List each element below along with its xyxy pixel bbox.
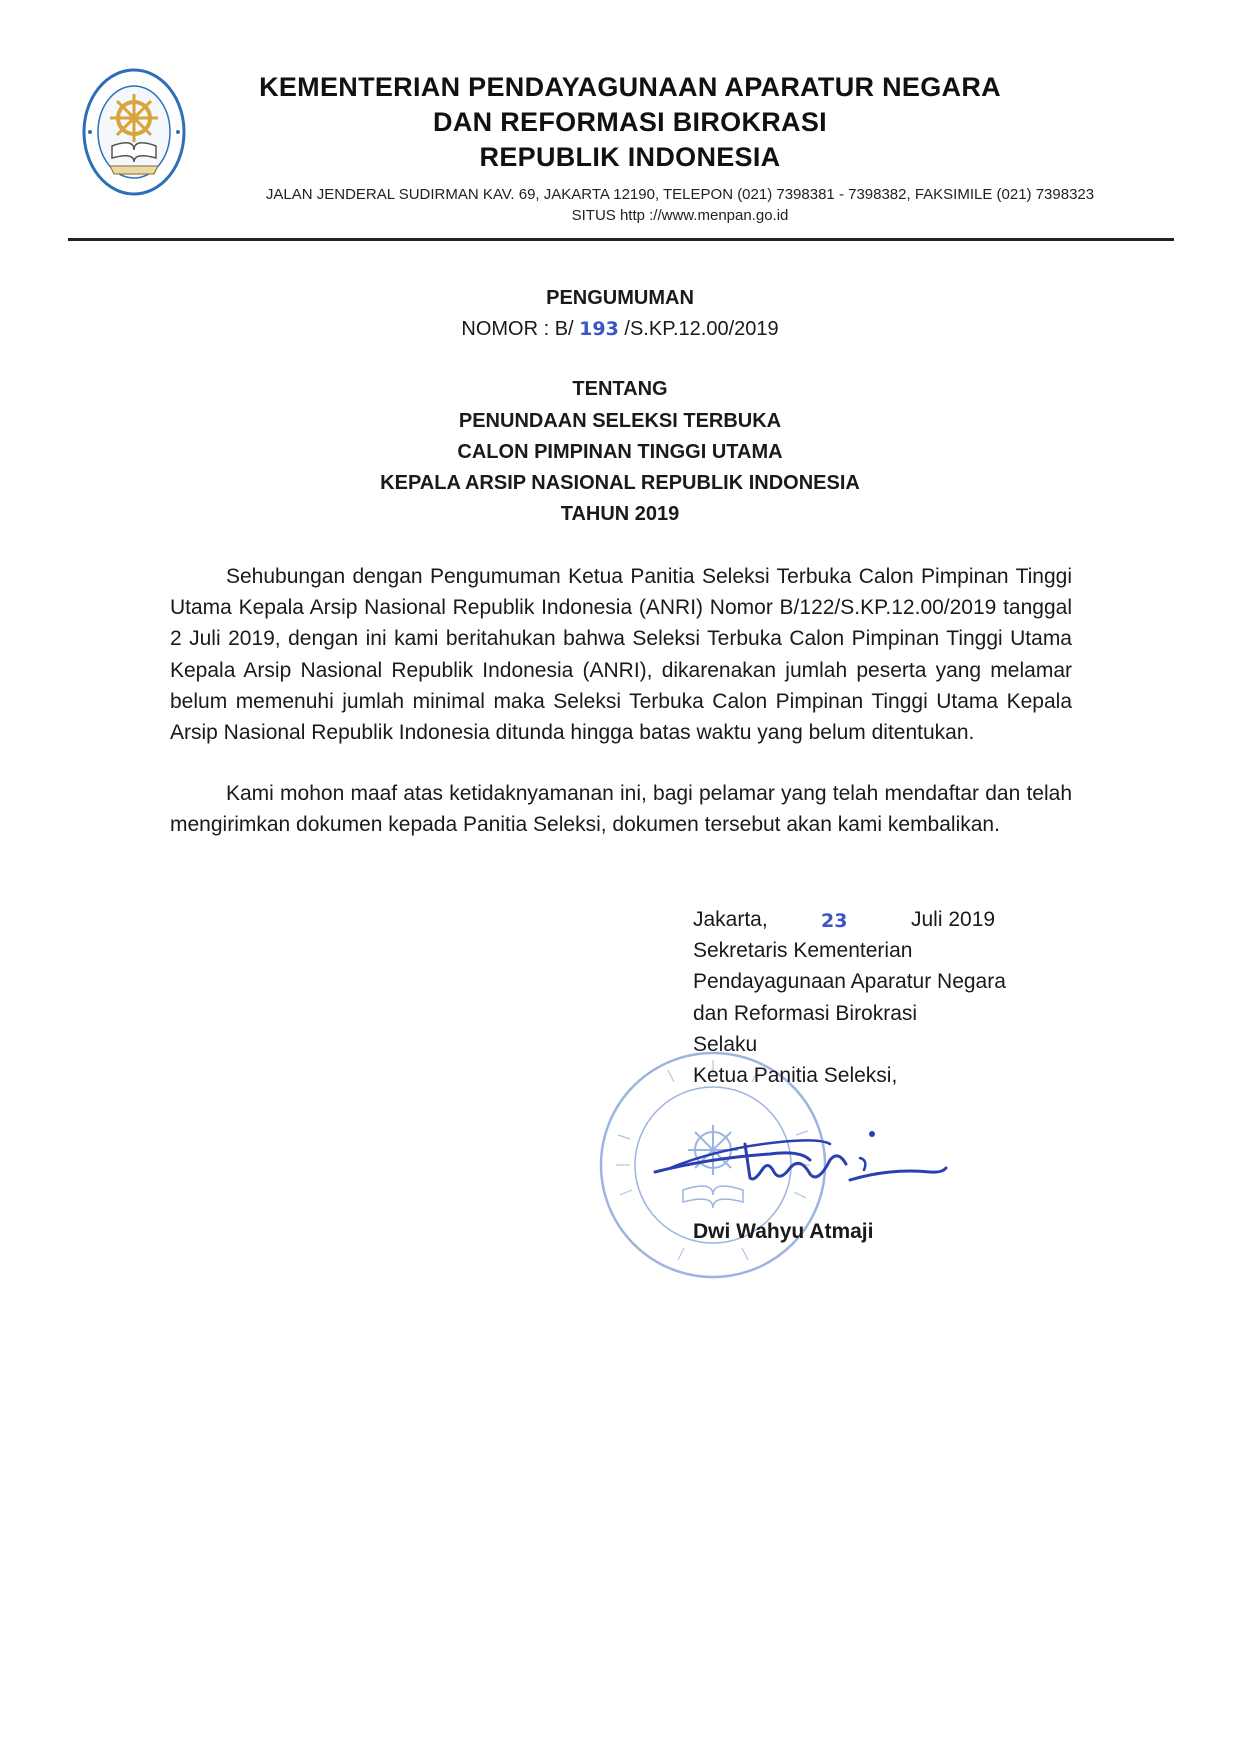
signatory-name: Dwi Wahyu Atmaji xyxy=(693,1220,874,1243)
ministry-name-line3: REPUBLIK INDONESIA xyxy=(479,142,781,172)
ministry-website: SITUS http ://www.menpan.go.id xyxy=(571,207,789,224)
handwritten-signature-icon xyxy=(650,1120,950,1200)
letterhead-divider xyxy=(68,238,1174,241)
body-paragraph-text: Sehubungan dengan Pengumuman Ketua Panitia Seleksi Terbuka Calon Pimpinan Tinggi Utama Kepala Arsip Nasional Republik Indonesia (ANRI) Nomor B/122/S.KP.12.00/2019 tanggal 2 Juli 2019, dengan ini kami beritahukan bahwa Seleksi Terbuka Calon Pimpinan Tinggi Utama Kepala Arsip Nasional Republik Indonesia (ANRI), dikarenakan jumlah peserta yang melamar belum memenuhi jumlah minimal maka Seleksi Terbuka Calon Pimpinan Tinggi Utama Kepala Arsip Nasional Republik Indonesia ditunda hingga batas waktu yang belum ditentukan. xyxy=(170,565,1072,745)
body-paragraph-text: Kami mohon maaf atas ketidaknyamanan ini, bagi pelamar yang telah mendaftar dan telah mengirimkan dokumen kepada Panitia Seleksi, dokumen tersebut akan kami kembalikan. xyxy=(170,782,1072,837)
ministry-logo-icon xyxy=(80,66,188,198)
signatory-title: Pendayagunaan Aparatur Negara xyxy=(693,970,1006,993)
signature-place: Jakarta, xyxy=(693,908,768,931)
ministry-name-line2: DAN REFORMASI BIROKRASI xyxy=(433,107,827,137)
subject-line: CALON PIMPINAN TINGGI UTAMA xyxy=(457,441,783,463)
document-heading: PENGUMUMAN xyxy=(546,287,694,309)
ministry-name-line1: KEMENTERIAN PENDAYAGUNAAN APARATUR NEGARA xyxy=(259,72,1001,102)
signatory-role-label: Selaku xyxy=(693,1033,758,1056)
body-paragraph-2 xyxy=(170,778,1072,840)
body-paragraph-1 xyxy=(170,561,1072,748)
document-number-prefix: NOMOR : B/ xyxy=(461,318,574,340)
document-number xyxy=(200,318,1040,341)
document-number-handwritten: 193 xyxy=(579,318,619,340)
ministry-address: JALAN JENDERAL SUDIRMAN KAV. 69, JAKARTA 12190, TELEPON (021) 7398381 - 7398382, FAKSIMILE (021) 7398323 xyxy=(265,186,1095,203)
document-number-suffix: /S.KP.12.00/2019 xyxy=(624,318,779,340)
subject-line: PENUNDAAN SELEKSI TERBUKA xyxy=(458,410,782,432)
signature-date xyxy=(693,908,1013,932)
subject-line: TAHUN 2019 xyxy=(560,503,680,525)
signature-month-year: Juli 2019 xyxy=(911,908,996,931)
subject-line: KEPALA ARSIP NASIONAL REPUBLIK INDONESIA xyxy=(380,472,860,494)
signatory-role: Ketua Panitia Seleksi, xyxy=(693,1064,898,1087)
signatory-title: dan Reformasi Birokrasi xyxy=(693,1002,918,1025)
signature-day-handwritten: 23 xyxy=(821,910,848,932)
signatory-title: Sekretaris Kementerian xyxy=(693,939,913,962)
subject-label: TENTANG xyxy=(572,378,668,400)
